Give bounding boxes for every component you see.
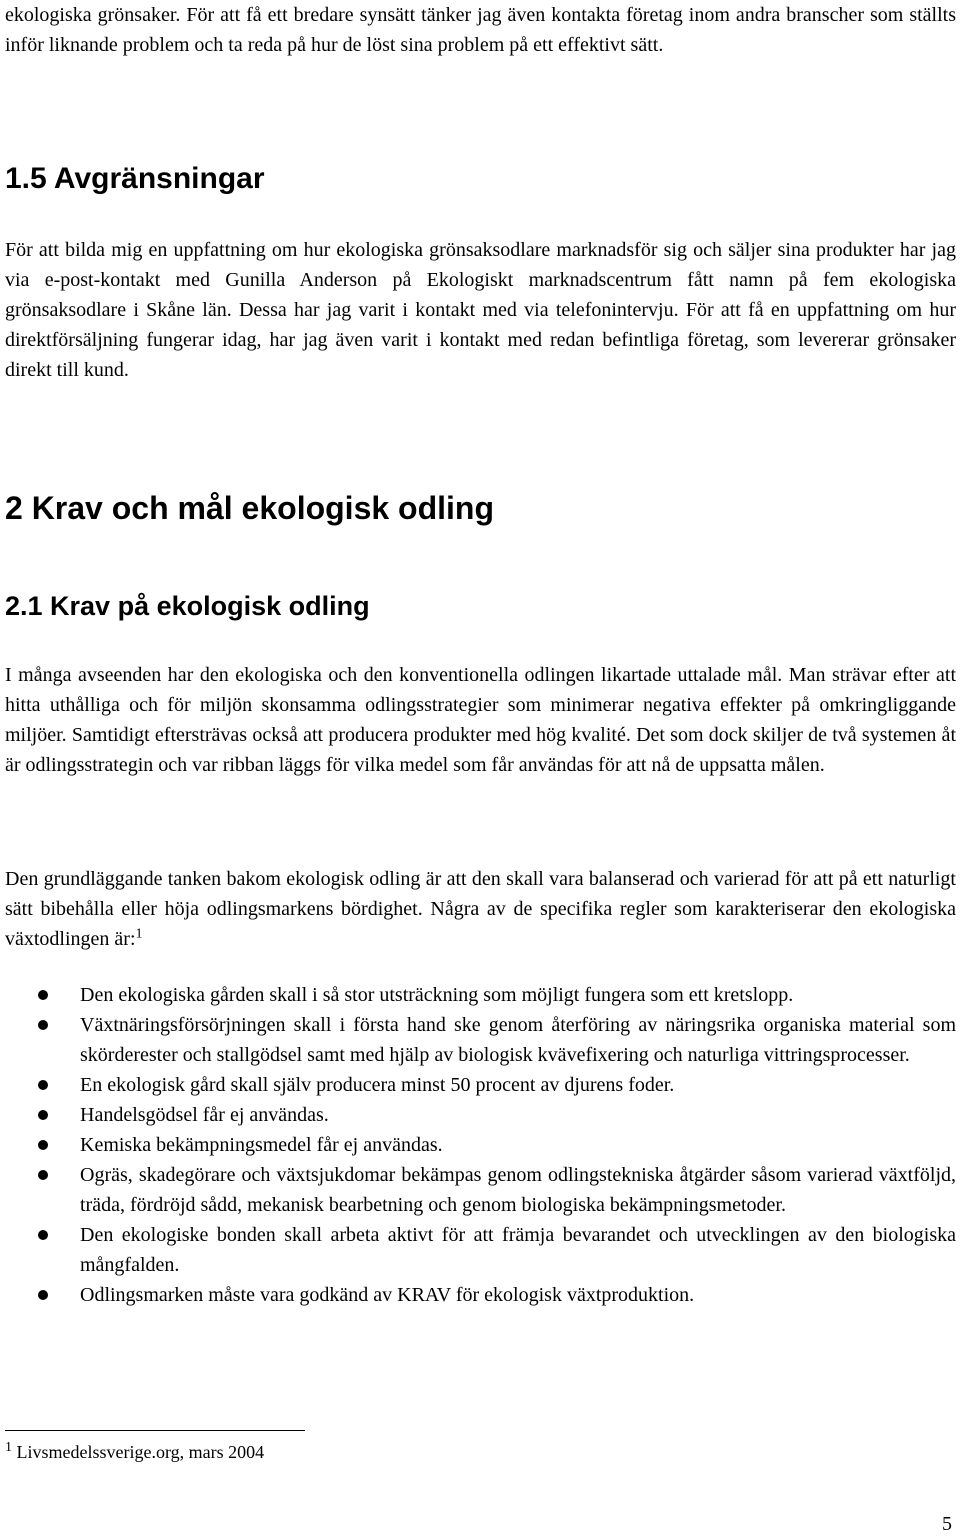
bullet-icon [38,990,48,1000]
list-item-text: Odlingsmarken måste vara godkänd av KRAV för ekologisk växtproduktion. [80,1284,695,1306]
bullet-icon [38,1110,48,1120]
list-item-text: Växtnäringsförsörjningen skall i första hand ske genom återföring av näringsrika organiska material som skörderester och stallgödsel samt med hjälp av biologisk kvävefixering och naturliga vittringsprocesser. [80,1014,956,1066]
list-item-text: Den ekologiska gården skall i så stor utsträckning som möjligt fungera som ett kretslopp. [80,984,794,1006]
footnote-number: 1 [5,1440,12,1455]
section-2-1-paragraph-2 [5,864,956,954]
list-item [0,1010,956,1070]
list-item-text: En ekologisk gård skall själv producera minst 50 procent av djurens foder. [80,1074,675,1096]
page-number: 5 [942,1513,952,1535]
list-item [0,1280,956,1310]
list-item [0,1160,956,1220]
section-2-1-paragraph-1: I många avseenden har den ekologiska och den konventionella odlingen likartade uttalade mål. Man strävar efter att hitta uthålliga och för miljön skonsamma odlingsstrategier som minimerar negativa effekter på omkringliggande miljöer. Samtidigt eftersträvas också att producera produkter med hög kvalité. Det som dock skiljer de två systemen åt är odlingsstrategin och var ribban läggs för vilka medel som får användas för att nå de uppsatta målen. [5,664,956,776]
bullet-icon [38,1290,48,1300]
list-item [0,1070,956,1100]
list-item [0,980,956,1010]
list-item-text: Kemiska bekämpningsmedel får ej användas. [80,1134,443,1156]
section-heading-1-5: 1.5 Avgränsningar [5,162,265,195]
paragraph-2-text: Den grundläggande tanken bakom ekologisk odling är att den skall vara balanserad och varierad för att på ett naturligt sätt bibehålla eller höja odlingsmarkens bördighet. Några av de specifika regler som karakteriserar den ekologiska växtodlingen är: [5,868,956,950]
list-item-text: Den ekologiske bonden skall arbeta aktivt för att främja bevarandet och utvecklingen av den biologiska mångfalden. [80,1224,956,1276]
footnote [5,1440,264,1464]
list-item-text: Ogräs, skadegörare och växtsjukdomar bekämpas genom odlingstekniska åtgärder såsom varierad växtföljd, träda, fördröjd sådd, mekanisk bearbetning och genom biologiska bekämpningsmetoder. [80,1164,956,1216]
list-item [0,1130,956,1160]
list-item-text: Handelsgödsel får ej användas. [80,1104,329,1126]
footnote-text: Livsmedelssverige.org, mars 2004 [16,1442,265,1462]
list-item [0,1220,956,1280]
chapter-2-heading: 2 Krav och mål ekologisk odling [5,490,495,526]
section-heading-2-1: 2.1 Krav på ekologisk odling [5,591,370,621]
list-item [0,1100,956,1130]
bullet-icon [38,1080,48,1090]
footnote-divider [5,1430,305,1431]
footnote-reference[interactable]: 1 [135,926,143,942]
bullet-icon [38,1020,48,1030]
intro-paragraph: ekologiska grönsaker. För att få ett bredare synsätt tänker jag även kontakta företag inom andra branscher som ställts inför liknande problem och ta reda på hur de löst sina problem på ett effektivt sätt. [5,4,956,56]
ecological-rules-list [0,980,956,1310]
bullet-icon [38,1140,48,1150]
bullet-icon [38,1230,48,1240]
section-1-5-paragraph: För att bilda mig en uppfattning om hur ekologiska grönsaksodlare marknadsför sig och säljer sina produkter har jag via e-post-kontakt med Gunilla Anderson på Ekologiskt marknadscentrum fått namn på fem ekologiska grönsaksodlare i Skåne län. Dessa har jag varit i kontakt med via telefonintervju. För att få en uppfattning om hur direktförsäljning fungerar idag, har jag även varit i kontakt med redan befintliga företag, som levererar grönsaker direkt till kund. [5,239,956,381]
bullet-icon [38,1170,48,1180]
